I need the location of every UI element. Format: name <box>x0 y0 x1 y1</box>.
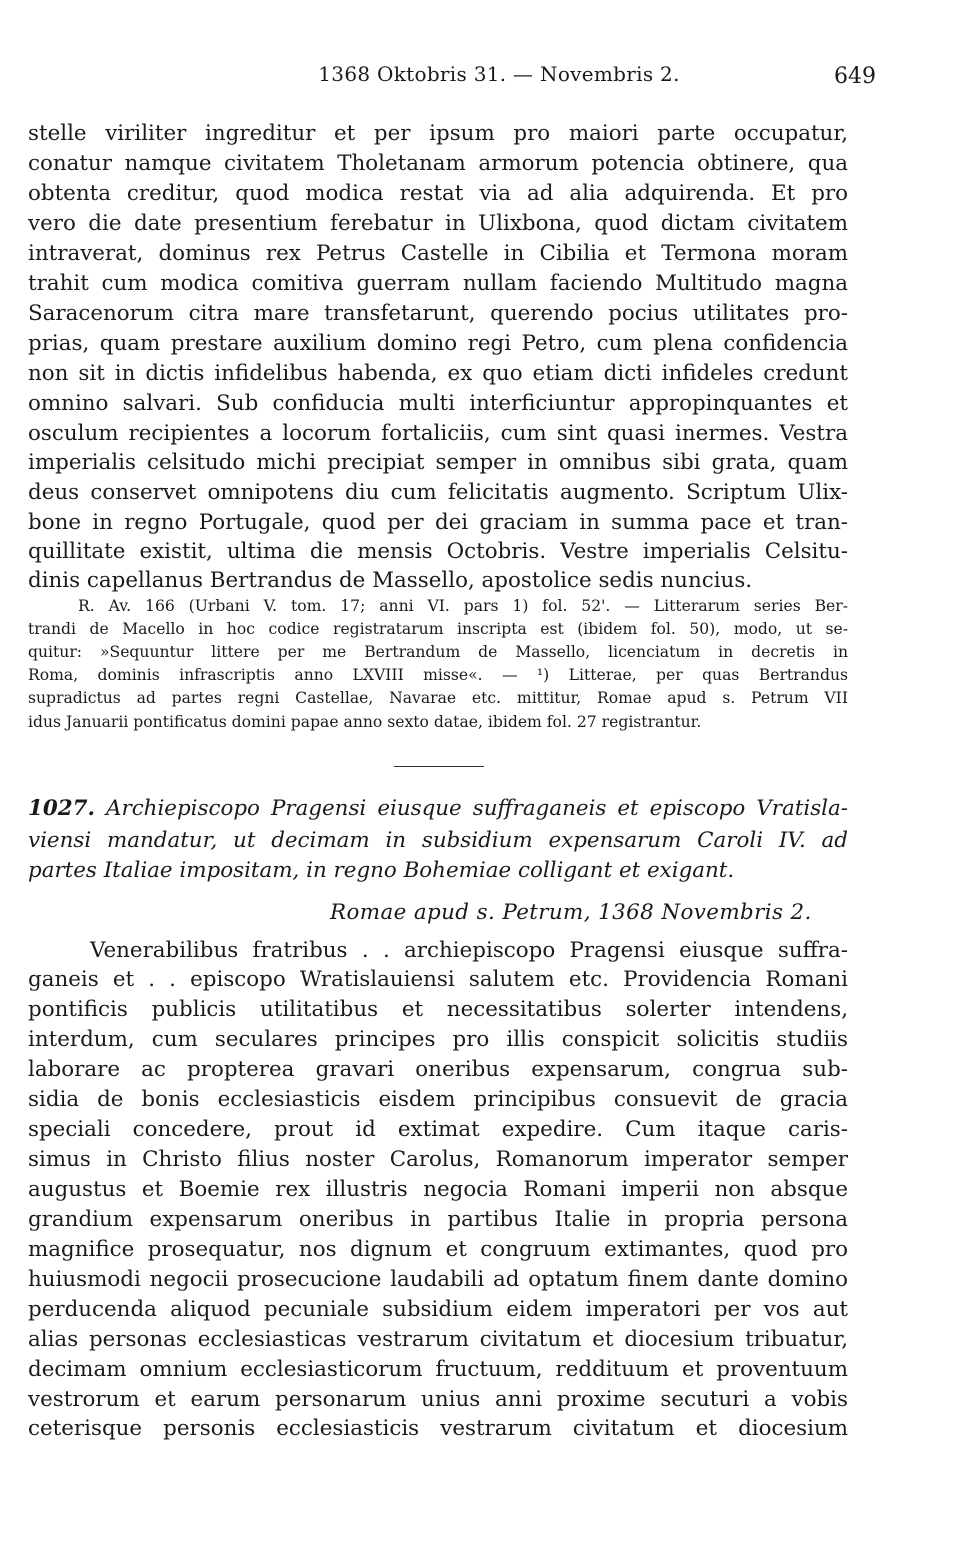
text-line: intraverat, dominus rex Petrus Castelle in Cibilia et Termona moram <box>28 241 848 266</box>
text-line: speciali concedere, prout id extimat expedire. Cum itaque caris- <box>28 1117 848 1142</box>
text-line: huiusmodi negocii prosecucione laudabili ad optatum finem dante domino <box>28 1267 848 1292</box>
text-line: imperialis celsitudo michi precipiat semper in omnibus sibi grata, quam <box>28 450 848 475</box>
separator-rule <box>394 766 484 767</box>
text-line: interdum, cum seculares principes pro illis conspicit solicitis studiis <box>28 1027 848 1052</box>
text-line: omnino salvari. Sub confiducia multi interficiuntur appropinquantes et <box>28 391 848 416</box>
text-line: perducenda aliquod pecuniale subsidium eidem imperatori per vos aut <box>28 1297 848 1322</box>
text-line: magnifice prosequatur, nos dignum et congruum extimantes, quod pro <box>28 1237 848 1262</box>
entry-heading-line: viensi mandatur, ut decimam in subsidium expensarum Caroli IV. ad <box>28 828 848 853</box>
footnote-line: idus Januarii pontificatus domini papae anno sexto datae, ibidem fol. 27 registrantur. <box>28 713 702 731</box>
text-line: dinis capellanus Bertrandus de Massello, apostolice sedis nuncius. <box>28 568 753 593</box>
footnote-line: quitur: »Sequuntur littere per me Bertrandum de Massello, licenciatum in decretis in <box>28 643 848 661</box>
entry-heading-text: Archiepiscopo Pragensi eiusque suffraganeis et episcopo Vratisla- <box>94 796 848 821</box>
text-line: ganeis et . . episcopo Wratislauiensi salutem etc. Providencia Romani <box>28 967 848 992</box>
text-line: simus in Christo filius noster Carolus, Romanorum imperator semper <box>28 1147 848 1172</box>
text-line: trahit cum modica comitiva guerram nullam faciendo Multitudo magna <box>28 271 848 296</box>
text-line: ceterisque personis ecclesiasticis vestrarum civitatum et diocesium <box>28 1416 848 1441</box>
running-head <box>28 62 948 92</box>
place-date: Romae apud s. Petrum, 1368 Novembris 2. <box>330 900 812 925</box>
text-line: Saracenorum citra mare transfetarunt, querendo pocius utilitates pro- <box>28 301 848 326</box>
text-line: decimam omnium ecclesiasticorum fructuum, reddituum et proventuum <box>28 1357 848 1382</box>
footnote-line: trandi de Macello in hoc codice registratarum inscripta est (ibidem fol. 50), modo, ut se- <box>28 620 848 638</box>
text-line: vestrorum et earum personarum unius anni proxime secuturi a vobis <box>28 1387 848 1412</box>
text-line: alias personas ecclesiasticas vestrarum civitatum et diocesium tribuatur, <box>28 1327 848 1352</box>
text-line: vero die date presentium ferebatur in Ulixbona, quod dictam civitatem <box>28 211 848 236</box>
text-line: augustus et Boemie rex illustris negocia Romani imperii non absque <box>28 1177 848 1202</box>
text-line: obtenta creditur, quod modica restat via ad alia adquirenda. Et pro <box>28 181 848 206</box>
text-line: quillitate existit, ultima die mensis Octobris. Vestre imperialis Celsitu- <box>28 539 848 564</box>
footnote-line: Roma, dominis infrascriptis anno LXVIII misse«. — ¹) Litterae, per quas Bertrandus <box>28 666 848 684</box>
text-line: osculum recipientes a locorum fortaliciis, cum sint quasi inermes. Vestra <box>28 421 848 446</box>
text-line: non sit in dictis infidelibus habenda, ex quo etiam dicti infideles credunt <box>28 361 848 386</box>
text-line: deus conservet omnipotens diu cum felicitatis augmento. Scriptum Ulix- <box>28 480 848 505</box>
text-line: pontificis publicis utilitatibus et necessitatibus solerter intendens, <box>28 997 848 1022</box>
entry-number: 1027. <box>28 796 95 821</box>
text-line: bone in regno Portugale, quod per dei graciam in summa pace et tran- <box>28 510 848 535</box>
footnote-line: supradictus ad partes regni Castellae, Navarae etc. mittitur, Romae apud s. Petrum VII <box>28 689 848 707</box>
text-line: Venerabilibus fratribus . . archiepiscopo Pragensi eiusque suffra- <box>90 938 848 963</box>
footnote-line: R. Av. 166 (Urbani V. tom. 17; anni VI. pars 1) fol. 52'. — Litterarum series Ber- <box>78 597 848 615</box>
running-title: 1368 Oktobris 31. — Novembris 2. <box>318 62 680 86</box>
text-line: stelle viriliter ingreditur et per ipsum pro maiori parte occupatur, <box>28 121 848 146</box>
page-number: 649 <box>834 64 876 89</box>
text-line: grandium expensarum oneribus in partibus Italie in propria persona <box>28 1207 848 1232</box>
text-line: laborare ac propterea gravari oneribus expensarum, congrua sub- <box>28 1057 848 1082</box>
entry-heading-line <box>28 794 848 824</box>
text-line: prias, quam prestare auxilium domino regi Petro, cum plena confidencia <box>28 331 848 356</box>
text-line: conatur namque civitatem Tholetanam armorum potencia obtinere, qua <box>28 151 848 176</box>
text-line: sidia de bonis ecclesiasticis eisdem principibus consuevit de gracia <box>28 1087 848 1112</box>
entry-heading-line: partes Italiae impositam, in regno Bohemiae colligant et exigant. <box>28 858 735 883</box>
